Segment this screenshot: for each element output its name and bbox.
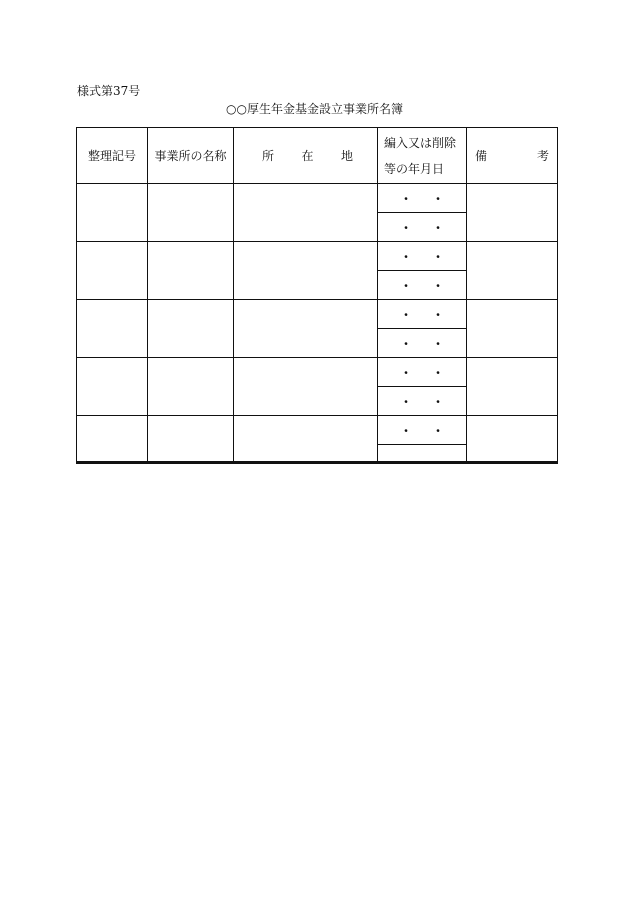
header-remarks-char: 備 bbox=[475, 149, 488, 163]
header-location-char: 在 bbox=[301, 149, 314, 163]
cell-establishment-name[interactable] bbox=[148, 416, 234, 463]
cell-date[interactable] bbox=[378, 358, 467, 387]
cell-establishment-name[interactable] bbox=[148, 300, 234, 358]
cell-remarks[interactable] bbox=[467, 184, 558, 242]
cell-record-number[interactable] bbox=[77, 358, 148, 416]
table-row bbox=[77, 416, 558, 445]
cell-location[interactable] bbox=[234, 358, 378, 416]
date-separator: ・ bbox=[400, 278, 413, 293]
cell-location[interactable] bbox=[234, 242, 378, 300]
table-row bbox=[77, 300, 558, 329]
header-date bbox=[378, 128, 467, 184]
cell-date[interactable] bbox=[378, 213, 467, 242]
cell-establishment-name[interactable] bbox=[148, 242, 234, 300]
date-separator: ・ bbox=[431, 249, 444, 264]
header-remarks-char: 考 bbox=[536, 149, 549, 163]
cell-record-number[interactable] bbox=[77, 416, 148, 463]
header-date-line1: 編入又は削除 bbox=[384, 135, 457, 150]
date-separator: ・ bbox=[431, 220, 444, 235]
table-row bbox=[77, 358, 558, 387]
date-separator: ・ bbox=[431, 336, 444, 351]
header-remarks bbox=[467, 128, 558, 184]
cell-date[interactable] bbox=[378, 300, 467, 329]
date-separator: ・ bbox=[431, 191, 444, 206]
cell-remarks[interactable] bbox=[467, 358, 558, 416]
date-separator: ・ bbox=[400, 191, 413, 206]
date-separator: ・ bbox=[431, 423, 444, 438]
establishment-register-table bbox=[76, 127, 558, 464]
header-establishment-name: 事業所の名称 bbox=[148, 128, 234, 184]
header-record-number: 整理記号 bbox=[77, 128, 148, 184]
header-location-char: 所 bbox=[262, 149, 275, 163]
header-row bbox=[77, 128, 558, 184]
cell-establishment-name[interactable] bbox=[148, 358, 234, 416]
cell-record-number[interactable] bbox=[77, 242, 148, 300]
header-location-char: 地 bbox=[340, 149, 353, 163]
table-row bbox=[77, 242, 558, 271]
cell-location[interactable] bbox=[234, 184, 378, 242]
document-title: ○○厚生年金基金設立事業所名簿 bbox=[226, 102, 403, 116]
header-date-line2: 等の年月日 bbox=[384, 161, 445, 176]
date-separator: ・ bbox=[400, 336, 413, 351]
cell-date[interactable] bbox=[378, 242, 467, 271]
date-separator: ・ bbox=[400, 365, 413, 380]
date-separator: ・ bbox=[431, 307, 444, 322]
cell-date[interactable] bbox=[378, 416, 467, 445]
header-location bbox=[234, 128, 378, 184]
cell-remarks[interactable] bbox=[467, 416, 558, 463]
cell-remarks[interactable] bbox=[467, 300, 558, 358]
cell-date[interactable] bbox=[378, 271, 467, 300]
form-number: 様式第37号 bbox=[77, 84, 141, 98]
date-separator: ・ bbox=[400, 394, 413, 409]
cell-date[interactable] bbox=[378, 387, 467, 416]
date-separator: ・ bbox=[400, 307, 413, 322]
cell-record-number[interactable] bbox=[77, 300, 148, 358]
cell-date[interactable] bbox=[378, 445, 467, 463]
cell-location[interactable] bbox=[234, 416, 378, 463]
cell-location[interactable] bbox=[234, 300, 378, 358]
date-separator: ・ bbox=[431, 394, 444, 409]
date-separator: ・ bbox=[400, 220, 413, 235]
cell-remarks[interactable] bbox=[467, 242, 558, 300]
cell-establishment-name[interactable] bbox=[148, 184, 234, 242]
date-separator: ・ bbox=[400, 423, 413, 438]
cell-record-number[interactable] bbox=[77, 184, 148, 242]
table-row bbox=[77, 184, 558, 213]
date-separator: ・ bbox=[431, 278, 444, 293]
cell-date[interactable] bbox=[378, 184, 467, 213]
cell-date[interactable] bbox=[378, 329, 467, 358]
date-separator: ・ bbox=[400, 249, 413, 264]
date-separator: ・ bbox=[431, 365, 444, 380]
